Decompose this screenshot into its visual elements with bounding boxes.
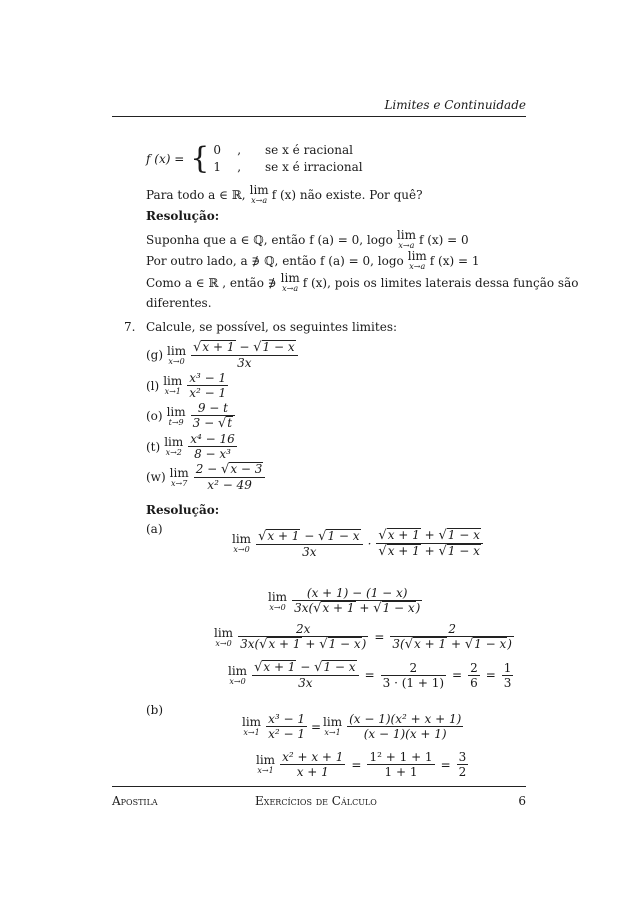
resolucao-heading: Resolução:	[146, 209, 220, 223]
a-equation-4	[228, 660, 515, 690]
fraction-main: $\frac{√x + 1 - √1 - x}{3x}$	[256, 529, 363, 559]
item-label: (w)	[146, 470, 166, 484]
equals-sign: =	[485, 668, 496, 682]
fraction-limit: $\frac{√x + 1 - √1 - x}{3x}$	[252, 660, 359, 690]
case1-condition: se x é racional	[265, 143, 353, 157]
part-b-label: (b)	[146, 703, 164, 717]
limit-operator: lim x→0	[268, 589, 288, 612]
limit-operator: lim x→a	[280, 271, 300, 293]
exercise-item-l	[146, 371, 230, 400]
case2-sep: ,	[237, 160, 242, 174]
exercise-number: 7.	[124, 320, 136, 334]
fraction-2: $\frac{2}{6}$	[470, 660, 478, 690]
header-rule	[112, 116, 526, 117]
case2-condition: se x é irracional	[265, 160, 363, 174]
fraction-1: $\frac{2}{3 \cdot (1 + 1)}$	[382, 660, 445, 690]
equals-sign: =	[452, 668, 463, 682]
footer-center: Exercícios de Cálculo	[255, 794, 377, 808]
limit-operator: lim x→1	[323, 715, 343, 737]
limit-operator: lim t→9	[166, 404, 186, 427]
item-label: (o)	[146, 409, 163, 423]
limit-operator: lim x→2	[164, 435, 184, 457]
fraction-middle: $\frac{\text{1² + 1 + 1}}{1 + 1}$	[369, 750, 433, 779]
resolution-line-3-cont: diferentes.	[146, 296, 212, 310]
limit-operator: lim x→7	[169, 465, 189, 488]
resolution-line-3	[146, 272, 578, 293]
fraction-left: $\frac{2x}{3x(√x + 1 + √1 - x)}$	[240, 622, 367, 652]
fraction-right: $\frac{2}{3(√x + 1 + √1 - x)}$	[392, 622, 512, 652]
line2-text: Por outro lado, a ∌ ℚ, então f (a) = 0, logo	[146, 253, 404, 268]
case1-sep: ,	[237, 143, 242, 157]
line3-tail: f (x), pois os limites laterais dessa função são	[302, 275, 579, 290]
item-fraction: $\frac{2 - √x - 3}{\text{x² − 49}}$	[194, 462, 266, 492]
item-fraction: $\frac{9 - t}{3 - √t}$	[191, 401, 235, 431]
resolution-line-1	[146, 229, 469, 250]
fraction-left: $\frac{\text{x² + x + 1}}{x + 1}$	[282, 750, 344, 779]
item-label: (g)	[146, 348, 164, 362]
fraction: $\frac{(x + 1) - (1 - x)}{3x(√x + 1 + √1 - x)}$	[294, 586, 421, 616]
a-equation-1	[232, 528, 485, 559]
item-fraction: $\frac{√x + 1 - √1 - x}{3x}$	[191, 340, 298, 370]
exercise-item-w	[146, 462, 267, 492]
exercise-statement: Calcule, se possível, os seguintes limites:	[146, 320, 398, 334]
page-number: 6	[518, 794, 526, 808]
case1-value: 0	[213, 143, 221, 157]
line2-result: f (x) = 1	[429, 253, 480, 268]
exercise-item-t	[146, 432, 239, 461]
equals-sign: =	[364, 668, 375, 682]
running-header: Limites e Continuidade	[384, 98, 526, 112]
item-fraction: $\frac{\text{x⁴ − 16}}{\text{8 − x³}}$	[190, 432, 235, 461]
equals-sign: =	[310, 719, 322, 734]
limit-operator: lim x→0	[232, 532, 252, 554]
case2-value: 1	[213, 160, 221, 174]
footer-rule	[112, 786, 526, 787]
fraction-3: $\frac{1}{3}$	[503, 660, 512, 690]
left-brace: {	[190, 141, 210, 176]
fraction-left: $\frac{\text{x³ − 1}}{\text{x² − 1}}$	[268, 712, 305, 741]
exercise-item-g	[146, 340, 300, 370]
part-a-label: (a)	[146, 522, 163, 536]
limit-operator: lim x→a	[249, 183, 269, 205]
limit-operator: lim x→0	[214, 625, 234, 648]
limit-operator: lim x→1	[256, 753, 276, 775]
limit-operator: lim x→1	[242, 715, 262, 737]
item-label: (t)	[146, 439, 161, 454]
function-label: f (x) =	[146, 152, 185, 166]
fraction-right: $\frac{\text{(x − 1)(x² + x + 1)}}{(x - 1)(x + 1)}$	[349, 712, 462, 741]
item-label: (l)	[146, 378, 160, 393]
multiply-dot: ·	[367, 536, 372, 551]
limit-operator: lim x→0	[228, 663, 248, 686]
limit-operator: lim x→a	[407, 249, 427, 271]
exercise-item-o	[146, 401, 237, 431]
limit-operator: lim x→1	[163, 374, 183, 396]
equals-sign: =	[351, 757, 362, 772]
fraction-conjugate: $\frac{√x + 1 + √1 - x}{√x + 1 + √1 - x}$	[376, 528, 483, 559]
line1-result: f (x) = 0	[418, 232, 469, 247]
fraction-right: $\frac{3}{2}$	[458, 750, 467, 779]
question-line	[146, 184, 423, 205]
equals-sign: =	[440, 757, 451, 772]
limit-operator: lim x→0	[167, 343, 187, 366]
question-prefix: Para todo a ∈ ℝ,	[146, 187, 246, 202]
limit-operator: lim x→a	[396, 228, 416, 250]
a-equation-3	[214, 622, 516, 652]
a-equation-2	[268, 586, 424, 616]
resolucao-heading-2: Resolução:	[146, 503, 220, 517]
equals-sign: =	[374, 630, 385, 644]
b-equation-2	[256, 750, 470, 779]
line3-text: Como a ∈ ℝ , então ∌	[146, 275, 277, 290]
footer-left: Apostila	[112, 794, 158, 808]
piecewise-function	[146, 142, 363, 176]
item-fraction: $\frac{\text{x³ − 1}}{\text{x² − 1}}$	[189, 371, 227, 400]
resolution-line-2	[146, 250, 480, 271]
b-equation-1	[242, 712, 465, 741]
line1-text: Suponha que a ∈ ℚ, então f (a) = 0, logo	[146, 232, 393, 247]
question-suffix: f (x) não existe. Por quê?	[271, 187, 423, 202]
